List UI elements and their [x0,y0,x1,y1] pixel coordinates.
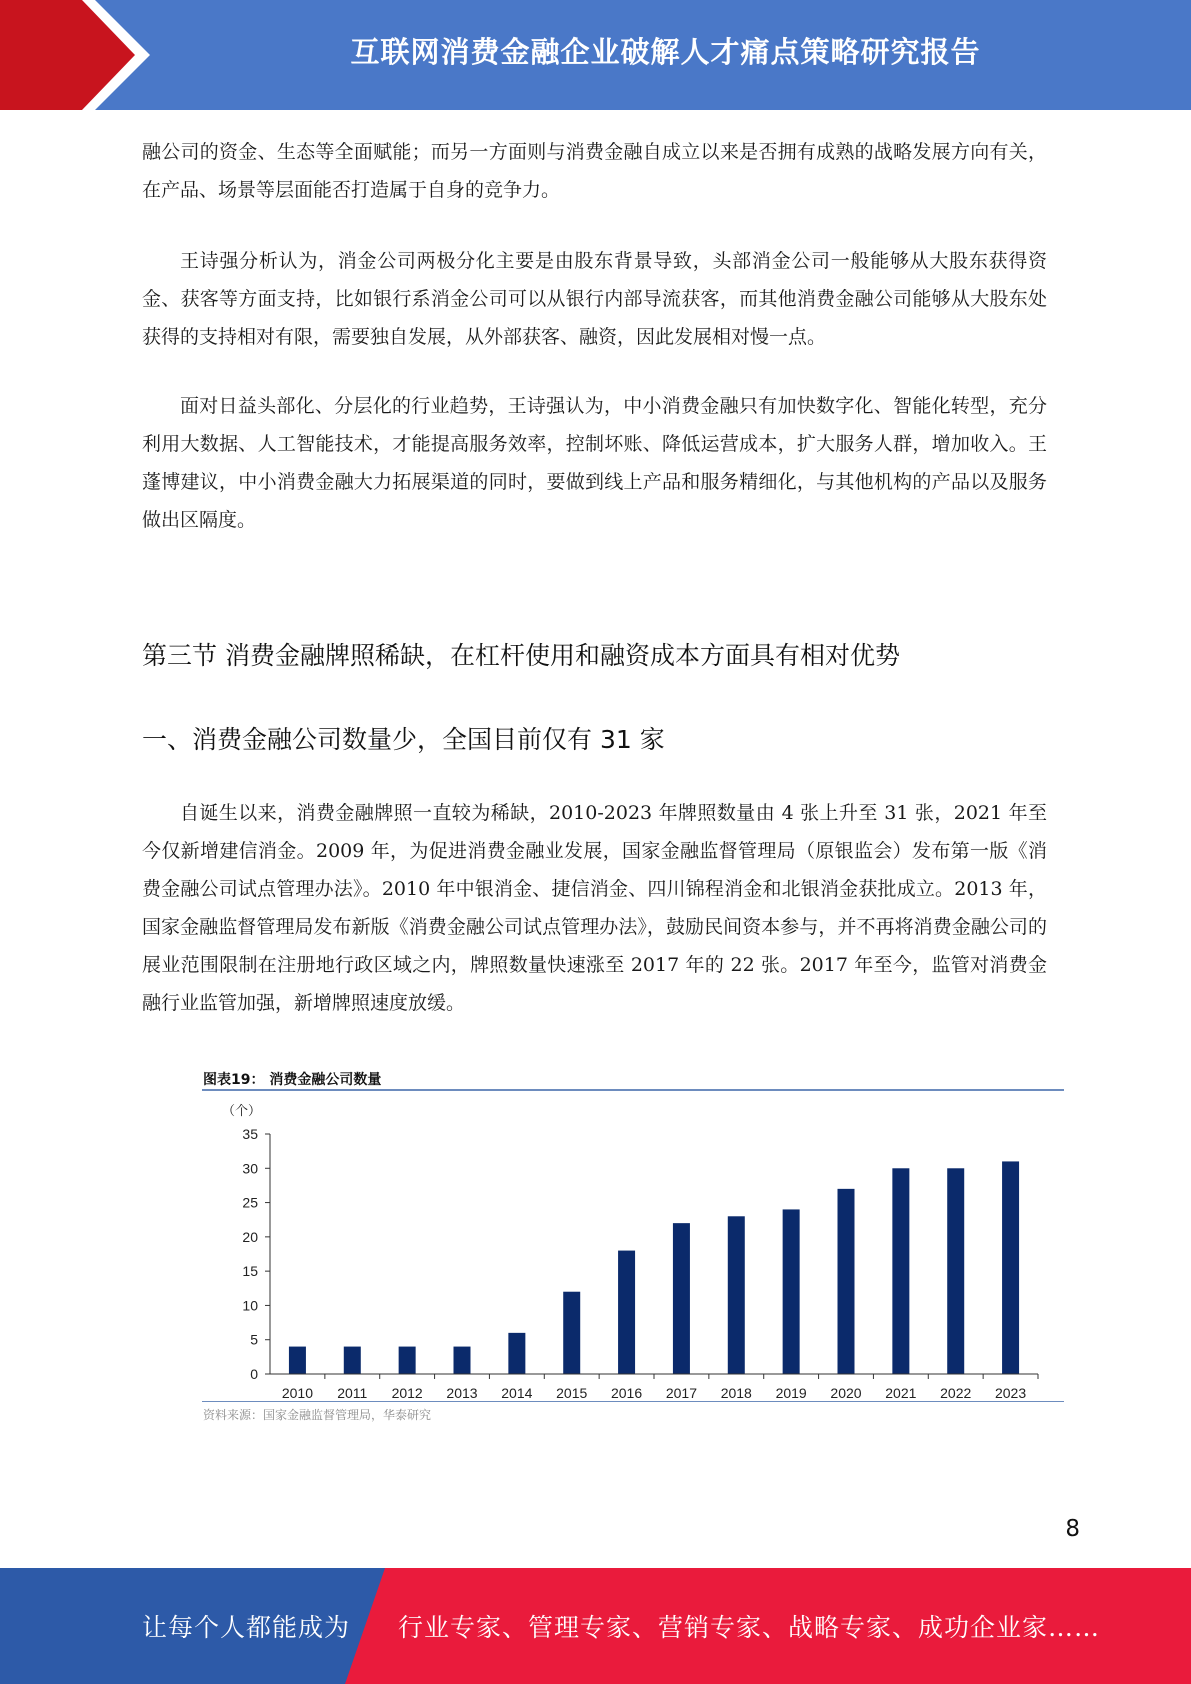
paragraph-1: 融公司的资金、生态等全面赋能；而另一方面则与消费金融自成立以来是否拥有成熟的战略发展方向有关，在产品、场景等层面能否打造属于自身的竞争力。 [142,141,1047,201]
y-tick-label: 25 [242,1194,258,1211]
paragraph-4: 自诞生以来，消费金融牌照一直较为稀缺，2010-2023 年牌照数量由 4 张上升至 31 张，2021 年至今仅新增建信消金。2009 年，为促进消费金融业发展，国家金融监督管理局（原银监会）发布第一版《消费金融公司试点管理办法》。2010 年中银消金、捷信消金、四川锦程消金和北银消金获批成立。2013 年，国家金融监督管理局发布新版《消费金融公司试点管理办法》，鼓励民间资本参与，并不再将消费金融公司的展业范围限制在注册地行政区域之内，牌照数量快速涨至 2017 年的 22 张。2017 年至今，监管对消费金融行业监管加强，新增牌照速度放缓。 [142,802,1047,1014]
paragraph-3-container [142,387,1047,539]
section-heading-container [142,636,1047,672]
bar-2010 [289,1347,306,1374]
bar-2020 [838,1189,855,1374]
paragraph-2: 王诗强分析认为，消金公司两极分化主要是由股东背景导致，头部消金公司一般能够从大股东获得资金、获客等方面支持，比如银行系消金公司可以从银行内部导流获客，而其他消费金融公司能够从大股东处获得的支持相对有限，需要独自发展，从外部获客、融资，因此发展相对慢一点。 [142,250,1047,348]
section-heading: 第三节 消费金融牌照稀缺，在杠杆使用和融资成本方面具有相对优势 [142,641,900,670]
bar-2014 [508,1333,525,1374]
subsection-heading-container [142,720,1047,756]
paragraph-4-container [142,794,1047,1022]
bar-2011 [344,1347,361,1374]
x-tick-label: 2018 [720,1385,752,1401]
bar-2015 [563,1292,580,1374]
bars [289,1161,1019,1374]
y-tick-label: 15 [242,1263,258,1280]
bar-2012 [399,1347,416,1374]
y-axis [242,1126,270,1382]
y-tick-label: 20 [242,1228,258,1245]
x-tick-label: 2015 [556,1385,588,1401]
bar-2022 [947,1168,964,1374]
chart-source: 资料来源：国家金融监督管理局，华泰研究 [203,1408,432,1422]
page-header [0,0,1191,110]
bar-2017 [673,1223,690,1374]
page-number: 8 [1065,1516,1080,1542]
x-tick-label: 2010 [281,1385,314,1401]
y-tick-label: 10 [242,1297,258,1314]
bar-2021 [892,1168,909,1374]
x-tick-label: 2013 [446,1385,478,1401]
x-tick-label: 2012 [391,1385,423,1401]
bar-2016 [618,1251,635,1374]
chart-title: 图表19： 消费金融公司数量 [203,1072,382,1088]
footer-slogan-left: 让每个人都能成为 [142,1613,351,1642]
x-tick-label: 2020 [830,1385,862,1401]
x-tick-label: 2014 [501,1385,533,1401]
x-tick-label: 2019 [775,1385,807,1401]
paragraph-3: 面对日益头部化、分层化的行业趋势，王诗强认为，中小消费金融只有加快数字化、智能化转型，充分利用大数据、人工智能技术，才能提高服务效率，控制坏账、降低运营成本，扩大服务人群，增加收入。王蓬博建议，中小消费金融大力拓展渠道的同时，要做到线上产品和服务精细化，与其他机构的产品以及服务做出区隔度。 [142,395,1047,531]
x-tick-label: 2016 [610,1385,643,1401]
bar-chart [200,1066,1066,1402]
chart-figure [200,1066,1066,1432]
bar-2018 [728,1216,745,1374]
x-tick-label: 2022 [940,1385,972,1401]
paragraph-2-container [142,242,1047,356]
subsection-heading: 一、消费金融公司数量少，全国目前仅有 31 家 [142,725,665,754]
y-tick-label: 5 [250,1331,258,1348]
bar-2023 [1002,1161,1019,1374]
header-arrow-icon [0,0,160,110]
footer-slogan-right: 行业专家、管理专家、营销专家、战略专家、成功企业家…… [398,1613,1101,1642]
report-title: 互联网消费金融企业破解人才痛点策略研究报告 [350,34,981,69]
y-tick-label: 30 [242,1160,258,1177]
y-axis-unit: （个） [222,1103,262,1118]
x-tick-label: 2011 [337,1385,368,1401]
y-tick-label: 0 [250,1366,258,1382]
x-axis [270,1374,1038,1401]
x-tick-label: 2021 [885,1385,917,1401]
x-tick-label: 2023 [994,1385,1027,1401]
x-tick-label: 2017 [665,1385,698,1401]
paragraph-1-container [142,133,1047,209]
bar-2019 [783,1209,800,1374]
bar-2013 [454,1347,471,1374]
y-tick-label: 35 [242,1126,258,1142]
